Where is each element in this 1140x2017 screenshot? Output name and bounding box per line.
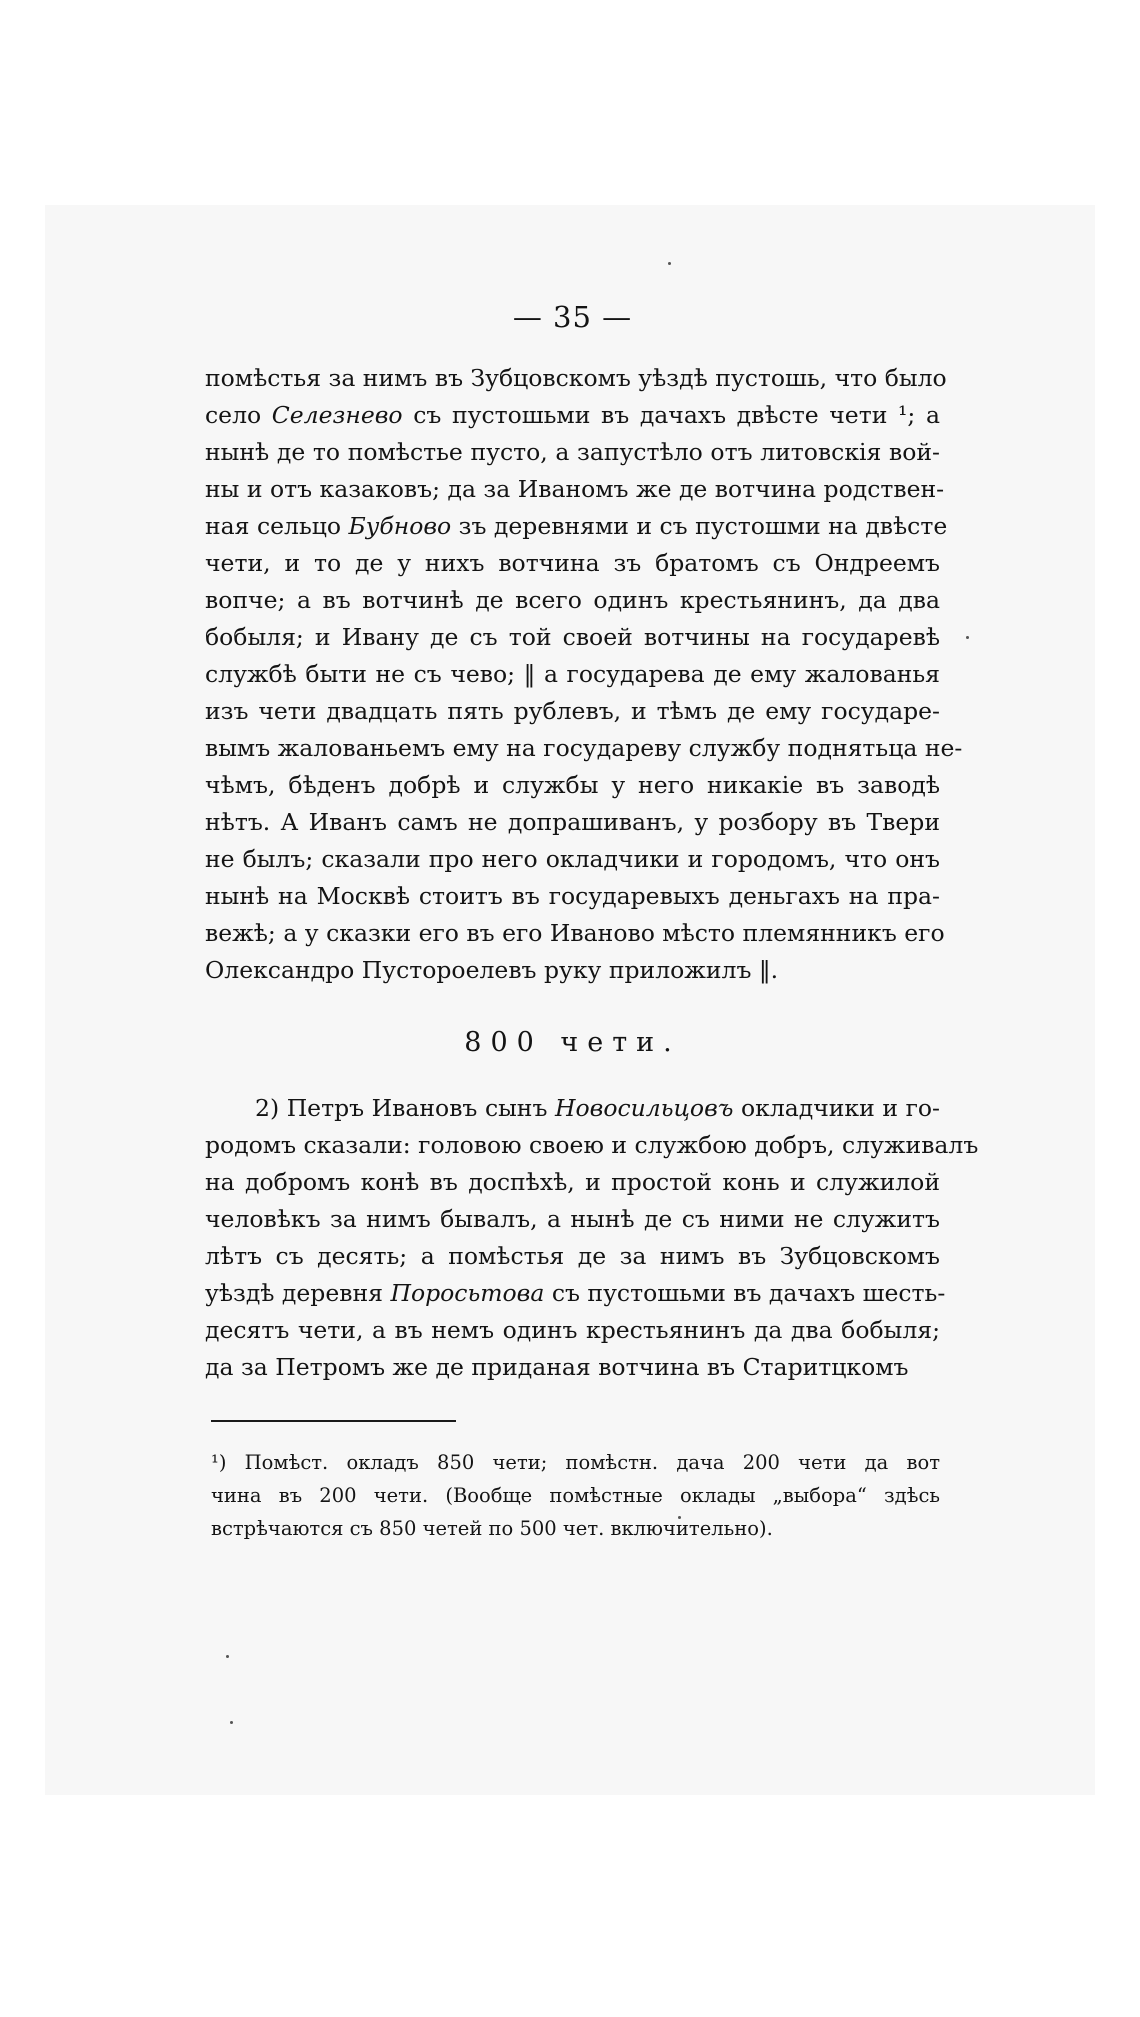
text-line [205, 471, 945, 508]
text-line [205, 878, 940, 915]
line-text: Олександро Пустороелевъ руку приложилъ ‖. [205, 956, 779, 984]
text-line [205, 915, 945, 952]
line-text: зъ деревнями и съ пустошми на двѣсте [451, 512, 948, 540]
line-text: ная сельцо [205, 512, 349, 540]
section-heading: 800 чети. [464, 1027, 681, 1058]
text-line [205, 656, 940, 693]
text-line [205, 397, 940, 434]
line-text: село [205, 401, 272, 429]
line-text: службѣ быти не съ чево; ‖ а государева де ему жалованья [205, 660, 940, 688]
page-content [205, 300, 979, 1545]
text-line [205, 582, 940, 619]
line-text: помѣстья за нимъ въ Зубцовскомъ уѣздѣ пустошь, что было [205, 364, 947, 392]
line-text: нынѣ де то помѣстье пусто, а запустѣло отъ литовскія вой- [205, 438, 940, 466]
line-text: бобыля; и Ивану де съ той своей вотчины на государевѣ [205, 623, 940, 651]
scan-speck [230, 1721, 233, 1724]
text-line [205, 1238, 940, 1275]
footnote [205, 1446, 940, 1545]
line-text: уѣздѣ деревня [205, 1279, 391, 1307]
line-text: родомъ сказали: головою своею и службою добръ, служивалъ [205, 1131, 979, 1159]
line-text: вопче; а въ вотчинѣ де всего одинъ крестьянинъ, да два [205, 586, 940, 614]
line-text: чѣмъ, бѣденъ добрѣ и службы у него никакіе въ заводѣ [205, 771, 940, 799]
text-line [205, 952, 940, 989]
footnote-line: чина въ 200 чети. (Вообще помѣстные оклады „выбора“ здѣсь [211, 1484, 940, 1507]
line-text: нѣтъ. А Иванъ самъ не допрашиванъ, у розбору въ Твери [205, 808, 940, 836]
place-name: Поросьтова [390, 1279, 545, 1307]
text-line [205, 1127, 979, 1164]
scan-speck [668, 262, 671, 265]
text-line [205, 1312, 940, 1349]
page-number: — 35 — [512, 300, 633, 334]
line-text: 2) Петръ Ивановъ сынъ [255, 1094, 555, 1122]
line-text: нынѣ на Москвѣ стоитъ въ государевыхъ деньгахъ на пра- [205, 882, 940, 910]
scan-speck [966, 636, 969, 639]
line-text: десятъ чети, а въ немъ одинъ крестьянинъ да два бобыля; [205, 1316, 940, 1344]
place-name: Новосильцовъ [555, 1094, 734, 1122]
text-line [205, 730, 963, 767]
line-text: лѣтъ съ десять; а помѣстья де за нимъ въ Зубцовскомъ [205, 1242, 940, 1270]
text-line [205, 1349, 940, 1386]
line-text: вымъ жалованьемъ ему на государеву службу поднятьца не- [205, 734, 963, 762]
line-text: изъ чети двадцать пять рублевъ, и тѣмъ де ему государе- [205, 697, 940, 725]
text-line [205, 1275, 946, 1312]
line-text: чети, и то де у нихъ вотчина зъ братомъ съ Ондреемъ [205, 549, 940, 577]
text-line [205, 434, 940, 471]
line-text: съ пустошьми въ дачахъ шесть- [544, 1279, 946, 1307]
text-line [205, 693, 940, 730]
text-line [205, 804, 940, 841]
text-line [205, 619, 940, 656]
line-text: да за Петромъ же де приданая вотчина въ Старитцкомъ [205, 1353, 909, 1381]
line-text: ны и отъ казаковъ; да за Иваномъ же де вотчина родствен- [205, 475, 945, 503]
text-line [205, 360, 947, 397]
text-line [205, 1164, 940, 1201]
line-text: съ пустошьми въ дачахъ двѣсте чети ¹; а [402, 401, 940, 429]
place-name: Селезнево [271, 401, 403, 429]
footnote-line: встрѣчаются съ 850 четей по 500 чет. включительно). [211, 1517, 773, 1540]
text-line [205, 1090, 940, 1127]
text-line [205, 508, 948, 545]
scan-speck [226, 1655, 229, 1658]
footnote-line: ¹) Помѣст. окладъ 850 чети; помѣстн. дача 200 чети да вот [211, 1451, 940, 1474]
paragraph-1 [205, 360, 963, 989]
text-line [205, 1201, 940, 1238]
line-text: не былъ; сказали про него окладчики и городомъ, что онъ [205, 845, 940, 873]
line-text: человѣкъ за нимъ бывалъ, а нынѣ де съ ними не служитъ [205, 1205, 940, 1233]
footnote-rule [211, 1420, 456, 1422]
line-text: вежѣ; а у сказки его въ его Иваново мѣсто племянникъ его [205, 919, 945, 947]
paragraph-2 [205, 1090, 979, 1386]
text-line [205, 841, 940, 878]
line-text: окладчики и го- [733, 1094, 940, 1122]
text-line [205, 767, 940, 804]
line-text: на добромъ конѣ въ доспѣхѣ, и простой конь и служилой [205, 1168, 940, 1196]
place-name: Бубново [348, 512, 452, 540]
text-line [205, 545, 940, 582]
